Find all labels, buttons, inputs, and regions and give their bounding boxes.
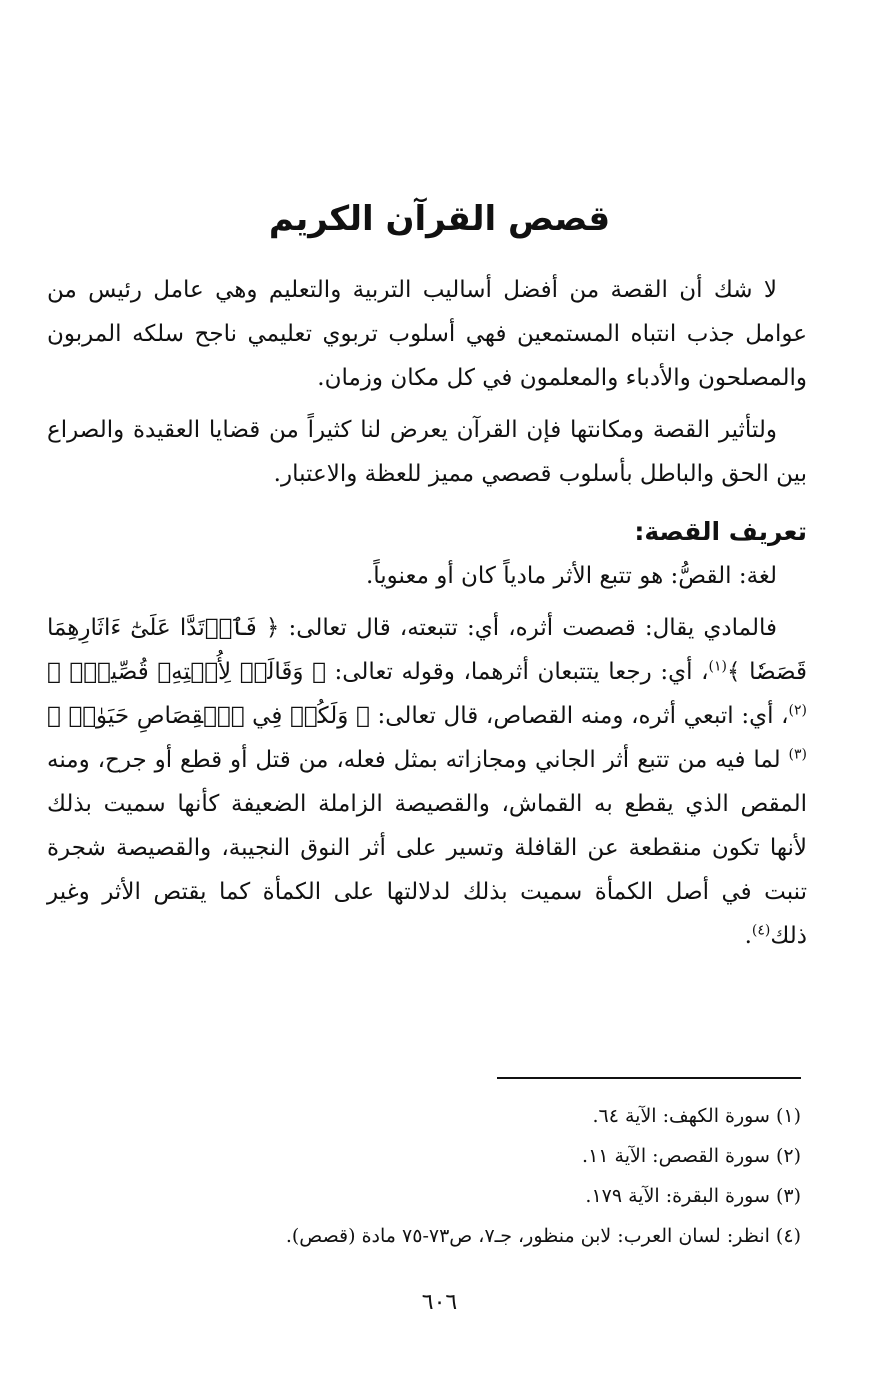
text-segment: ، أي: اتبعي أثره، ومنه القصاص، قال تعالى: ﴿ وَلَكُمۡ فِي ٱلۡقِصَاصِ حَيَوٰةٞ ﴾: [47, 703, 789, 729]
section-heading-definition: تعريف القصة:: [634, 517, 807, 546]
text-segment: .: [744, 923, 752, 949]
footnote-1: (١) سورة الكهف: الآية ٦٤.: [592, 1105, 801, 1127]
footnote-3: (٣) سورة البقرة: الآية ١٧٩.: [585, 1185, 801, 1207]
footnote-ref-2: (٢): [788, 702, 807, 719]
footnote-ref-4: (٤): [751, 922, 771, 939]
footnote-separator: [497, 1077, 801, 1079]
text-segment: ، أي: رجعا يتتبعان أثرهما، وقوله تعالى: ﴿ وَقَالَتۡ لِأُخۡتِهِۦ قُصِّيهِۖ ﴾: [47, 659, 709, 685]
footnote-ref-1: (١): [708, 658, 727, 675]
paragraph-quran-stories: ولتأثير القصة ومكانتها فإن القرآن يعرض لنا كثيراً من قضايا العقيدة والصراع بين الحق والباطل بأسلوب قصصي مميز للعظة والاعتبار.: [47, 417, 807, 487]
footnotes: [47, 1096, 807, 1256]
text-segment: لما فيه من تتبع أثر الجاني ومجازاته بمثل فعله، من قتل أو قطع أو جرح، ومنه المقص الذي يقطع به القماش، والقصيصة الزاملة الضعيفة كأنها سميت بذلك لأنها تكون منقطعة عن القافلة وتسير على أثر النوق النجيبة، والقصيصة شجرة تنبت في أصل الكمأة سميت بذلك لدلالتها على الكمأة كما يقتص الأثر وغير ذلك: [47, 747, 807, 949]
page-number: ٦٠٦: [421, 1290, 458, 1315]
footnote-2: (٢) سورة القصص: الآية ١١.: [582, 1145, 801, 1167]
paragraph-intro: لا شك أن القصة من أفضل أساليب التربية والتعليم وهي عامل رئيس من عوامل جذب انتباه المستمعين فهي أسلوب تربوي تعليمي ناجح سلكه المربون والمصلحون والأدباء والمعلمون في كل مكان وزمان.: [47, 277, 807, 391]
text-segment: فالمادي يقال: قصصت أثره، أي: تتبعته، قال تعالى: ﴿ فَٱرۡتَدَّا عَلَىٰٓ ءَاثَارِهِمَا قَصَصٗا ﴾: [47, 615, 807, 685]
paragraph-material-meaning: [47, 606, 807, 958]
footnote-ref-3: (٣): [788, 746, 807, 763]
footnote-4: (٤) انظر: لسان العرب: لابن منظور، جـ٧، ص٧٣-٧٥ مادة (قصص).: [285, 1225, 801, 1247]
page-title: قصص القرآن الكريم: [268, 199, 611, 239]
paragraph-linguistic-definition: لغة: القصُّ: هو تتبع الأثر مادياً كان أو معنوياً.: [365, 563, 777, 589]
main-text: [47, 268, 807, 958]
